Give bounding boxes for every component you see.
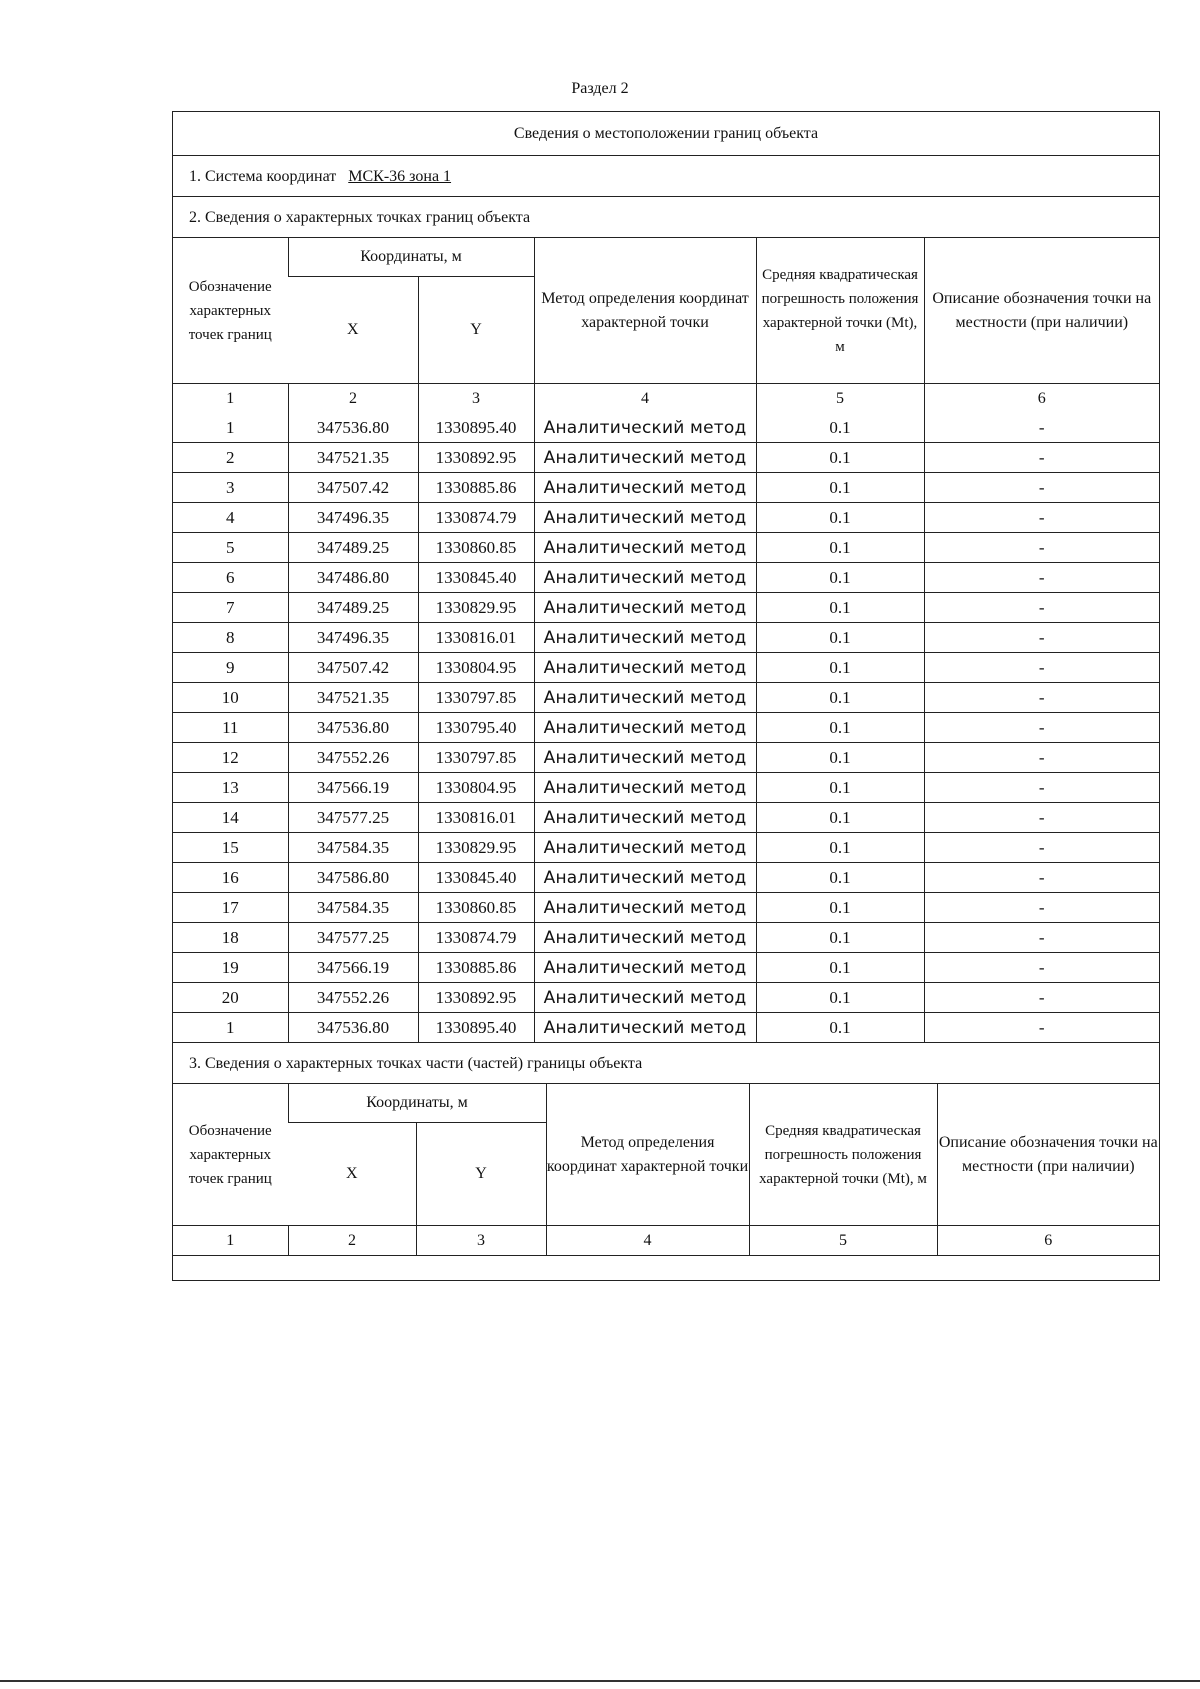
point-number: 13 [173,773,288,803]
header-point-designation: Обозначение характерных точек границ [188,278,272,343]
x-coordinate: 347536.80 [288,713,418,743]
y-coordinate: 1330874.79 [418,503,534,533]
description-cell: - [924,773,1159,803]
y-coordinate: 1330804.95 [418,773,534,803]
header-method: Метод определения координат характерной точки [546,1084,749,1226]
point-number: 19 [173,953,288,983]
table-row [173,863,1159,893]
accuracy-cell: 0.1 [756,683,924,713]
y-coordinate: 1330860.85 [418,533,534,563]
header-point-designation: Обозначение характерных точек границ [188,1122,272,1187]
accuracy-cell: 0.1 [756,953,924,983]
description-cell: - [924,443,1159,473]
table-row [173,893,1159,923]
part-boundary-points-table [173,1084,1159,1255]
point-number: 14 [173,803,288,833]
description-cell: - [924,923,1159,953]
description-cell: - [924,413,1159,443]
method-cell: Аналитический метод [534,503,756,533]
empty-row [173,1256,1159,1280]
description-cell: - [924,593,1159,623]
method-cell: Аналитический метод [534,743,756,773]
x-coordinate: 347566.19 [288,953,418,983]
accuracy-cell: 0.1 [756,893,924,923]
method-cell: Аналитический метод [534,713,756,743]
section-header: Сведения о местоположении границ объекта [173,112,1159,156]
x-coordinate: 347486.80 [288,563,418,593]
table-row [173,833,1159,863]
boundary-points-body [173,413,1159,1042]
method-cell: Аналитический метод [534,923,756,953]
accuracy-cell: 0.1 [756,533,924,563]
accuracy-cell: 0.1 [756,773,924,803]
header-accuracy: Средняя квадратическая погрешность положения характерной точки (Mt), м [756,238,924,384]
header-y: Y [416,1123,546,1226]
y-coordinate: 1330892.95 [418,443,534,473]
y-coordinate: 1330829.95 [418,833,534,863]
column-numbers-row [173,384,1159,414]
coordinate-system-line [173,156,1159,197]
accuracy-cell: 0.1 [756,443,924,473]
table-row [173,623,1159,653]
x-coordinate: 347586.80 [288,863,418,893]
boundary-points-table [173,238,1159,1042]
column-numbers-row [173,1226,1159,1256]
description-cell: - [924,833,1159,863]
document-frame [172,111,1160,1281]
accuracy-cell: 0.1 [756,473,924,503]
column-number: 4 [546,1226,749,1256]
x-coordinate: 347536.80 [288,1013,418,1043]
accuracy-cell: 0.1 [756,413,924,443]
method-cell: Аналитический метод [534,683,756,713]
point-number: 1 [173,1013,288,1043]
point-number: 6 [173,563,288,593]
description-cell: - [924,683,1159,713]
table-row [173,653,1159,683]
accuracy-cell: 0.1 [756,743,924,773]
coordinate-system-label: 1. Система координат [189,168,337,185]
point-number: 2 [173,443,288,473]
y-coordinate: 1330895.40 [418,413,534,443]
table-row [173,983,1159,1013]
table-row [173,503,1159,533]
table-row [173,413,1159,443]
column-number: 6 [924,384,1159,414]
method-cell: Аналитический метод [534,773,756,803]
method-cell: Аналитический метод [534,833,756,863]
description-cell: - [924,623,1159,653]
column-number: 1 [173,384,288,414]
point-number: 12 [173,743,288,773]
point-number: 10 [173,683,288,713]
method-cell: Аналитический метод [534,893,756,923]
table-row [173,713,1159,743]
x-coordinate: 347584.35 [288,893,418,923]
point-number: 3 [173,473,288,503]
description-cell: - [924,473,1159,503]
accuracy-cell: 0.1 [756,833,924,863]
column-number: 4 [534,384,756,414]
x-coordinate: 347536.80 [288,413,418,443]
table2-heading: 3. Сведения о характерных точках части (частей) границы объекта [173,1043,1159,1084]
x-coordinate: 347577.25 [288,803,418,833]
table-row [173,683,1159,713]
method-cell: Аналитический метод [534,593,756,623]
accuracy-cell: 0.1 [756,593,924,623]
y-coordinate: 1330885.86 [418,953,534,983]
header-coordinates: Координаты, м [288,1084,546,1123]
header-description: Описание обозначения точки на местности (при наличии) [937,1084,1159,1226]
x-coordinate: 347521.35 [288,683,418,713]
y-coordinate: 1330845.40 [418,863,534,893]
point-number: 15 [173,833,288,863]
x-coordinate: 347496.35 [288,503,418,533]
column-number: 3 [416,1226,546,1256]
table-row [173,473,1159,503]
description-cell: - [924,1013,1159,1043]
table1-wrapper [173,238,1159,1043]
method-cell: Аналитический метод [534,533,756,563]
table-row [173,563,1159,593]
accuracy-cell: 0.1 [756,563,924,593]
table1-heading: 2. Сведения о характерных точках границ объекта [173,197,1159,238]
description-cell: - [924,803,1159,833]
description-cell: - [924,743,1159,773]
column-number: 5 [749,1226,937,1256]
method-cell: Аналитический метод [534,413,756,443]
table-row [173,953,1159,983]
point-number: 20 [173,983,288,1013]
accuracy-cell: 0.1 [756,623,924,653]
description-cell: - [924,533,1159,563]
y-coordinate: 1330860.85 [418,893,534,923]
y-coordinate: 1330795.40 [418,713,534,743]
method-cell: Аналитический метод [534,983,756,1013]
method-cell: Аналитический метод [534,653,756,683]
method-cell: Аналитический метод [534,563,756,593]
x-coordinate: 347577.25 [288,923,418,953]
y-coordinate: 1330885.86 [418,473,534,503]
table-row [173,1013,1159,1043]
header-method: Метод определения координат характерной точки [534,238,756,384]
accuracy-cell: 0.1 [756,983,924,1013]
header-accuracy: Средняя квадратическая погрешность положения характерной точки (Mt), м [749,1084,937,1226]
table-row [173,743,1159,773]
y-coordinate: 1330816.01 [418,623,534,653]
y-coordinate: 1330895.40 [418,1013,534,1043]
column-number: 3 [418,384,534,414]
description-cell: - [924,893,1159,923]
method-cell: Аналитический метод [534,803,756,833]
header-coordinates: Координаты, м [288,238,534,277]
description-cell: - [924,983,1159,1013]
point-number: 8 [173,623,288,653]
method-cell: Аналитический метод [534,863,756,893]
description-cell: - [924,863,1159,893]
column-number: 6 [937,1226,1159,1256]
point-number: 7 [173,593,288,623]
y-coordinate: 1330874.79 [418,923,534,953]
page-title: Раздел 2 [571,80,629,97]
x-coordinate: 347489.25 [288,533,418,563]
y-coordinate: 1330797.85 [418,743,534,773]
y-coordinate: 1330892.95 [418,983,534,1013]
accuracy-cell: 0.1 [756,1013,924,1043]
accuracy-cell: 0.1 [756,923,924,953]
description-cell: - [924,653,1159,683]
method-cell: Аналитический метод [534,443,756,473]
accuracy-cell: 0.1 [756,503,924,533]
point-number: 4 [173,503,288,533]
page-bottom-divider [0,1680,1200,1682]
x-coordinate: 347496.35 [288,623,418,653]
header-description: Описание обозначения точки на местности (при наличии) [924,238,1159,384]
table2-wrapper [173,1084,1159,1256]
header-y: Y [418,277,534,384]
column-number: 2 [288,1226,416,1256]
y-coordinate: 1330797.85 [418,683,534,713]
method-cell: Аналитический метод [534,953,756,983]
table-row [173,593,1159,623]
column-number: 2 [288,384,418,414]
point-number: 16 [173,863,288,893]
header-x: X [288,1123,416,1226]
y-coordinate: 1330804.95 [418,653,534,683]
table-row [173,773,1159,803]
method-cell: Аналитический метод [534,623,756,653]
accuracy-cell: 0.1 [756,653,924,683]
y-coordinate: 1330845.40 [418,563,534,593]
description-cell: - [924,953,1159,983]
point-number: 17 [173,893,288,923]
description-cell: - [924,503,1159,533]
point-number: 5 [173,533,288,563]
x-coordinate: 347521.35 [288,443,418,473]
method-cell: Аналитический метод [534,473,756,503]
y-coordinate: 1330816.01 [418,803,534,833]
point-number: 11 [173,713,288,743]
accuracy-cell: 0.1 [756,713,924,743]
description-cell: - [924,713,1159,743]
column-number: 1 [173,1226,288,1256]
table-row [173,443,1159,473]
table-row [173,803,1159,833]
x-coordinate: 347552.26 [288,983,418,1013]
description-cell: - [924,563,1159,593]
accuracy-cell: 0.1 [756,863,924,893]
x-coordinate: 347552.26 [288,743,418,773]
table-row [173,533,1159,563]
x-coordinate: 347584.35 [288,833,418,863]
table-row [173,923,1159,953]
x-coordinate: 347507.42 [288,653,418,683]
header-x: X [288,277,418,384]
y-coordinate: 1330829.95 [418,593,534,623]
method-cell: Аналитический метод [534,1013,756,1043]
x-coordinate: 347489.25 [288,593,418,623]
point-number: 1 [226,417,235,437]
point-number: 18 [173,923,288,953]
x-coordinate: 347566.19 [288,773,418,803]
point-number: 9 [173,653,288,683]
x-coordinate: 347507.42 [288,473,418,503]
coordinate-system-value: МСК-36 зона 1 [348,168,452,185]
column-number: 5 [756,384,924,414]
accuracy-cell: 0.1 [756,803,924,833]
